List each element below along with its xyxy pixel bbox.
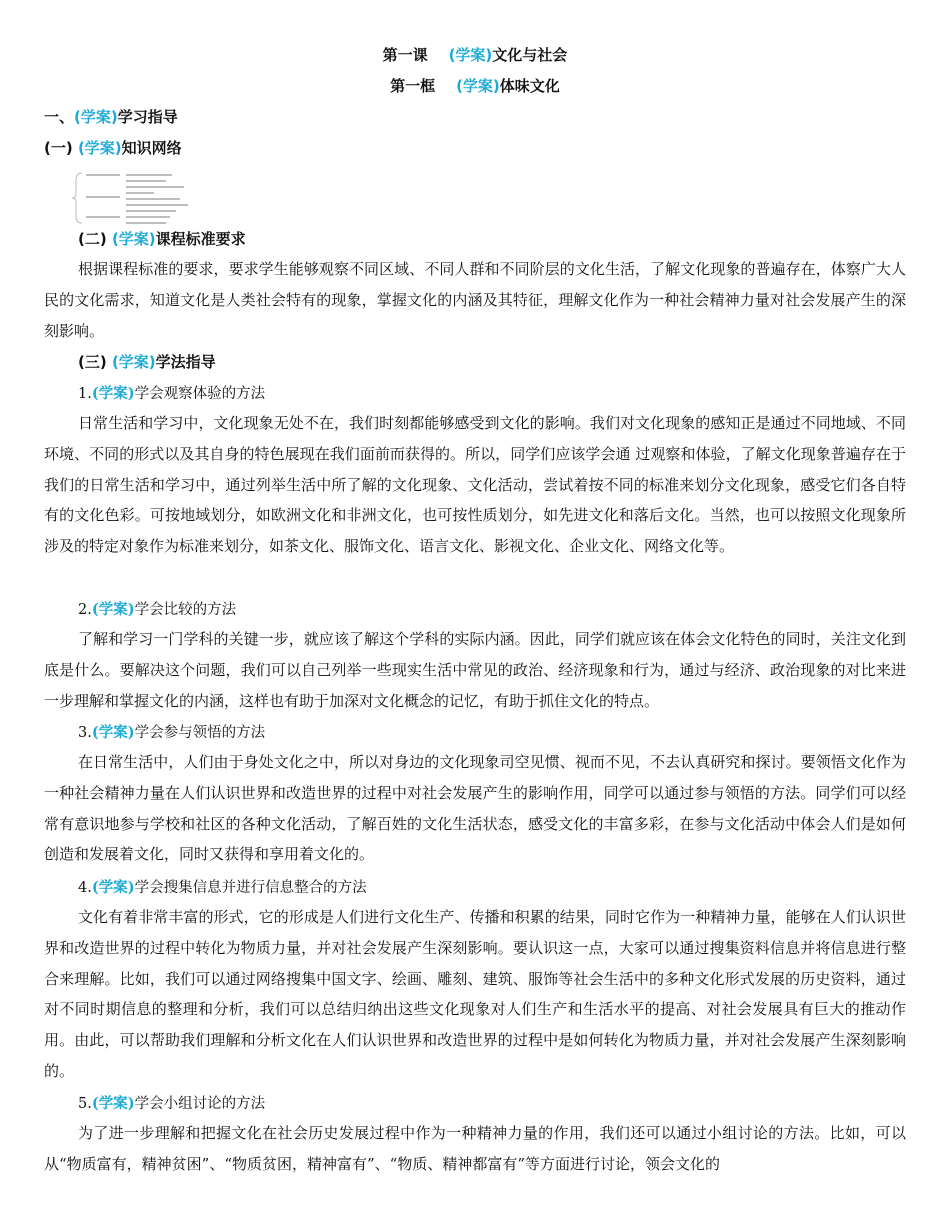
heading-knowledge-network — [44, 137, 182, 158]
diagram-text-line — [126, 216, 170, 218]
heading-curriculum-standard — [78, 228, 246, 249]
xuean-tag: (学案) — [448, 46, 493, 64]
subheading-3 — [78, 721, 265, 742]
diagram-text-line — [126, 210, 176, 212]
paragraph-standard: 根据课程标准的要求，要求学生能够观察不同区域、不同人群和不同阶层的文化生活，了解文化现象的普遍存在，体察广大人民的文化需求，知道文化是人类社会特有的现象，掌握文化的内涵及其特征，理解文化作为一种社会精神力量对社会发展产生的深刻影响。 — [44, 260, 906, 340]
sub-text: 学会参与领悟的方法 — [134, 725, 266, 741]
sub-number: 1. — [78, 386, 92, 402]
sub-text: 学会观察体验的方法 — [134, 386, 266, 402]
heading-text: 课程标准要求 — [155, 230, 246, 248]
diagram-text-line — [126, 192, 154, 194]
subheading-4 — [78, 876, 367, 897]
xuean-tag: (学案) — [91, 601, 135, 618]
diagram-text-line — [126, 174, 172, 176]
lesson-title — [0, 44, 950, 65]
subheading-1 — [78, 382, 265, 403]
sub-number: 3. — [78, 725, 92, 741]
brace-icon — [70, 172, 84, 224]
diagram-text-line — [86, 196, 120, 198]
xuean-tag: (学案) — [77, 139, 122, 157]
subheading-5 — [78, 1092, 265, 1113]
sub-number: 2. — [78, 602, 92, 618]
sub-number: 5. — [78, 1096, 92, 1112]
xuean-tag: (学案) — [91, 1095, 135, 1112]
section-name: 体味文化 — [499, 77, 560, 95]
diagram-text-line — [126, 204, 188, 206]
heading-text: 知识网络 — [121, 139, 182, 157]
sub-text: 学会比较的方法 — [134, 602, 237, 618]
heading-study-guide — [44, 106, 178, 127]
subheading-2 — [78, 598, 236, 619]
xuean-tag: (学案) — [456, 77, 500, 95]
heading-number: (二) — [78, 230, 107, 248]
xuean-tag: (学案) — [91, 385, 135, 402]
heading-number: (一) — [44, 139, 73, 157]
heading-study-method — [78, 351, 216, 372]
xuean-tag: (学案) — [111, 230, 156, 248]
heading-text: 学法指导 — [155, 353, 216, 371]
sub-text: 学会小组讨论的方法 — [134, 1096, 266, 1112]
heading-text: 学习指导 — [117, 108, 178, 126]
diagram-text-line — [126, 186, 184, 188]
paragraph-5: 为了进一步理解和把握文化在社会历史发展过程中作为一种精神力量的作用，我们还可以通过小组讨论的方法。比如，可以从“物质富有，精神贫困”、“物质贫困，精神富有”、“物质、精神都富有”等方面进行讨论，领会文化的 — [44, 1124, 906, 1173]
paragraph-2: 了解和学习一门学科的关键一步，就应该了解这个学科的实际内涵。因此，同学们就应该在体会文化特色的同时，关注文化到底是什么。要解决这个问题，我们可以自己列举一些现实生活中常见的政治、经济现象和行为，通过与经济、政治现象的对比来进一步理解和掌握文化的内涵，这样也有助于加深对文化概念的记忆，有助于抓住文化的特点。 — [44, 630, 906, 710]
sub-text: 学会搜集信息并进行信息整合的方法 — [134, 880, 367, 896]
knowledge-network-diagram — [70, 172, 190, 224]
heading-number: (三) — [78, 353, 107, 371]
xuean-tag: (学案) — [91, 879, 135, 896]
paragraph-4: 文化有着非常丰富的形式，它的形成是人们进行文化生产、传播和积累的结果，同时它作为一种精神力量，能够在人们认识世界和改造世界的过程中转化为物质力量，并对社会发展产生深刻影响。要认识这一点，大家可以通过搜集资料信息并将信息进行整合来理解。比如，我们可以通过网络搜集中国文字、绘画、雕刻、建筑、服饰等社会生活中的多种文化形式发展的历史资料，通过对不同时期信息的整理和分析，我们可以总结归纳出这些文化现象对人们生产和生活水平的提高、对社会发展具有巨大的推动作用。由此，可以帮助我们理解和分析文化在人们认识世界和改造世界的过程中是如何转化为物质力量，并对社会发展产生深刻影响的。 — [44, 908, 906, 1080]
xuean-tag: (学案) — [111, 353, 156, 371]
paragraph-3: 在日常生活中，人们由于身处文化之中，所以对身边的文化现象司空见惯、视而不见，不去认真研究和探讨。要领悟文化作为一种社会精神力量在人们认识世界和改造世界的过程中对社会发展产生的影响作用，同学可以通过参与领悟的方法。同学们可以经常有意识地参与学校和社区的各种文化活动，了解百姓的文化生活状态，感受文化的丰富多彩，在参与文化活动中体会人们是如何创造和发展着文化，同时又获得和享用着文化的。 — [44, 753, 906, 864]
section-title — [0, 75, 950, 96]
xuean-tag: (学案) — [74, 108, 118, 126]
diagram-text-line — [126, 180, 166, 182]
lesson-number: 第一课 — [382, 46, 428, 64]
lesson-name: 文化与社会 — [492, 46, 568, 64]
diagram-text-line — [126, 222, 166, 224]
sub-number: 4. — [78, 880, 92, 896]
diagram-text-line — [86, 216, 120, 218]
diagram-text-line — [86, 174, 120, 176]
heading-number: 一、 — [44, 108, 75, 126]
diagram-text-line — [126, 198, 180, 200]
section-number: 第一框 — [390, 77, 436, 95]
paragraph-1: 日常生活和学习中，文化现象无处不在，我们时刻都能够感受到文化的影响。我们对文化现象的感知正是通过不同地域、不同环境、不同的形式以及其自身的特色展现在我们面前而获得的。所以，同学们应该学会通 过观察和体验，了解文化现象普遍存在于我们的日常生活和学习中，通过列举生活中所了解的文化现象、文化活动，尝试着按不同的标准来划分文化现象，感受它们各自特有的文化色彩。可按地域划分，如欧洲文化和非洲文化，也可按性质划分，如先进文化和落后文化。当然，也可以按照文化现象所涉及的特定对象作为标准来划分，如茶文化、服饰文化、语言文化、影视文化、企业文化、网络文化等。 — [44, 414, 906, 556]
xuean-tag: (学案) — [91, 724, 135, 741]
